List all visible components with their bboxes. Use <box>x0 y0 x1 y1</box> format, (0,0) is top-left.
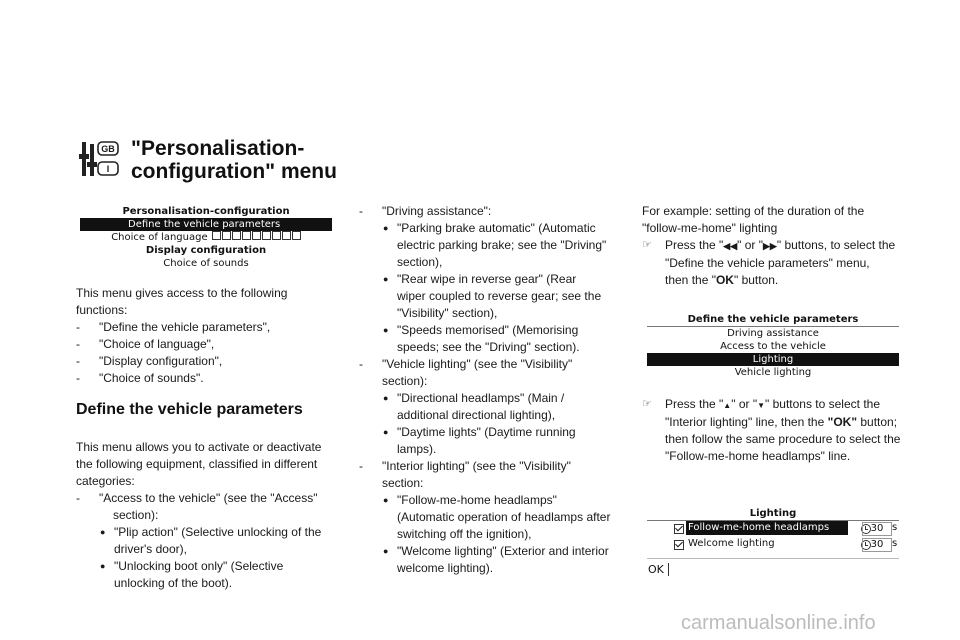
welcome-lighting-checkbox[interactable] <box>674 540 684 550</box>
duration-field[interactable]: 30 <box>862 522 892 536</box>
setting-row-follow-me-home <box>674 521 899 535</box>
ok-button[interactable]: OK <box>648 563 669 576</box>
menu-item-vehicle-lighting[interactable]: Vehicle lighting <box>734 367 812 378</box>
down-arrow-icon: ▼ <box>757 401 765 410</box>
up-arrow-icon: ▲ <box>723 401 732 410</box>
double-right-arrow-icon: ▶▶ <box>763 241 777 251</box>
pointing-hand-icon: ☞ <box>642 239 652 251</box>
menu-item-driving-assistance[interactable]: Driving assistance <box>727 328 819 339</box>
setting-row-welcome <box>674 537 899 551</box>
unit-label: s <box>892 538 898 549</box>
right-column-bottom: ☞ Press the "▲" or "▼" buttons to select the "Interior lighting" line, then the "OK" button; then follow the same procedure to select the "Follow-me-home headlamps" line. <box>642 397 901 463</box>
watermark: carmanualsonline.info <box>681 612 876 634</box>
intro-text: This menu gives access to the following functions: - "Define the vehicle parameters", - "Choice of language", - "Display configuration", - "Choice of sounds". <box>76 285 336 387</box>
section-heading: Define the vehicle parameters <box>76 401 303 418</box>
section-text: This menu allows you to activate or deactivate the following equipment, classified in different categories: - "Access to the vehicle" (see the "Access" section): ● "Plip action" (Selective unlocking of the driver's door), ● "Unlocking boot only" (Selective unlocking of the boot). <box>76 439 346 592</box>
menu-item-define-vehicle[interactable]: Define the vehicle parameters <box>80 218 332 231</box>
right-column-top: For example: setting of the duration of the "follow-me-home" lighting ☞ Press the "◀◀" or "▶▶" buttons, to select the "Define the vehicle parameters" menu, then the "OK" button. <box>642 204 896 287</box>
list-item: - "Choice of sounds". <box>76 370 336 387</box>
language-flags-icon <box>211 232 301 243</box>
menu-screen-personalisation <box>80 205 332 270</box>
list-item: - "Define the vehicle parameters", <box>76 319 336 336</box>
setting-label: Welcome lighting <box>688 538 775 549</box>
screen-title: Define the vehicle parameters <box>687 314 859 325</box>
follow-me-home-checkbox[interactable] <box>674 524 684 534</box>
page-title: "Personalisation- configuration" menu <box>131 137 337 183</box>
badge-top: GB <box>101 144 115 154</box>
list-item: - "Display configuration", <box>76 353 336 370</box>
setting-label: Follow-me-home headlamps <box>686 521 848 535</box>
menu-item-lighting[interactable]: Lighting <box>647 353 899 366</box>
duration-field[interactable]: 30 <box>862 538 892 552</box>
double-left-arrow-icon: ◀◀ <box>723 241 738 251</box>
ok-label: OK <box>715 273 734 287</box>
middle-column: - "Driving assistance": ● "Parking brake automatic" (Automatic electric parking brake; see the "Driving" section), ● "Rear wipe in reverse gear" (Rear wiper coupled to reverse gear; see the "Visibility" section), ● "Speeds memorised" (Memorising speeds; see the "Driving" section). - "Vehicle lighting" (see the "Visibility" section): ● "Directional headlamps" (Main / additional directional lighting), ● "Daytime lights" (Daytime running lamps). - "Interior lighting" (see the "Visibility" section: ● "Follow-me-home headlamps" (Automatic operation of headlamps after switching off the ignition), ● "Welcome lighting" (Exterior and interior welcome lighting). <box>359 203 629 577</box>
menu-item-display[interactable]: Display configuration <box>145 245 267 256</box>
list-item: - "Choice of language", <box>76 336 336 353</box>
language-flag-icon <box>78 140 120 180</box>
badge-bottom: I <box>106 164 110 174</box>
screen-title: Personalisation-configuration <box>122 206 290 217</box>
lighting-screen <box>647 507 899 582</box>
menu-screen-define-vehicle <box>647 313 899 379</box>
menu-item-sounds[interactable]: Choice of sounds <box>163 258 249 269</box>
pointing-hand-icon: ☞ <box>642 398 652 410</box>
menu-item-language[interactable]: Choice of language <box>80 231 332 244</box>
menu-item-access[interactable]: Access to the vehicle <box>720 341 826 352</box>
screen-title: Lighting <box>749 508 797 519</box>
unit-label: s <box>892 522 898 533</box>
